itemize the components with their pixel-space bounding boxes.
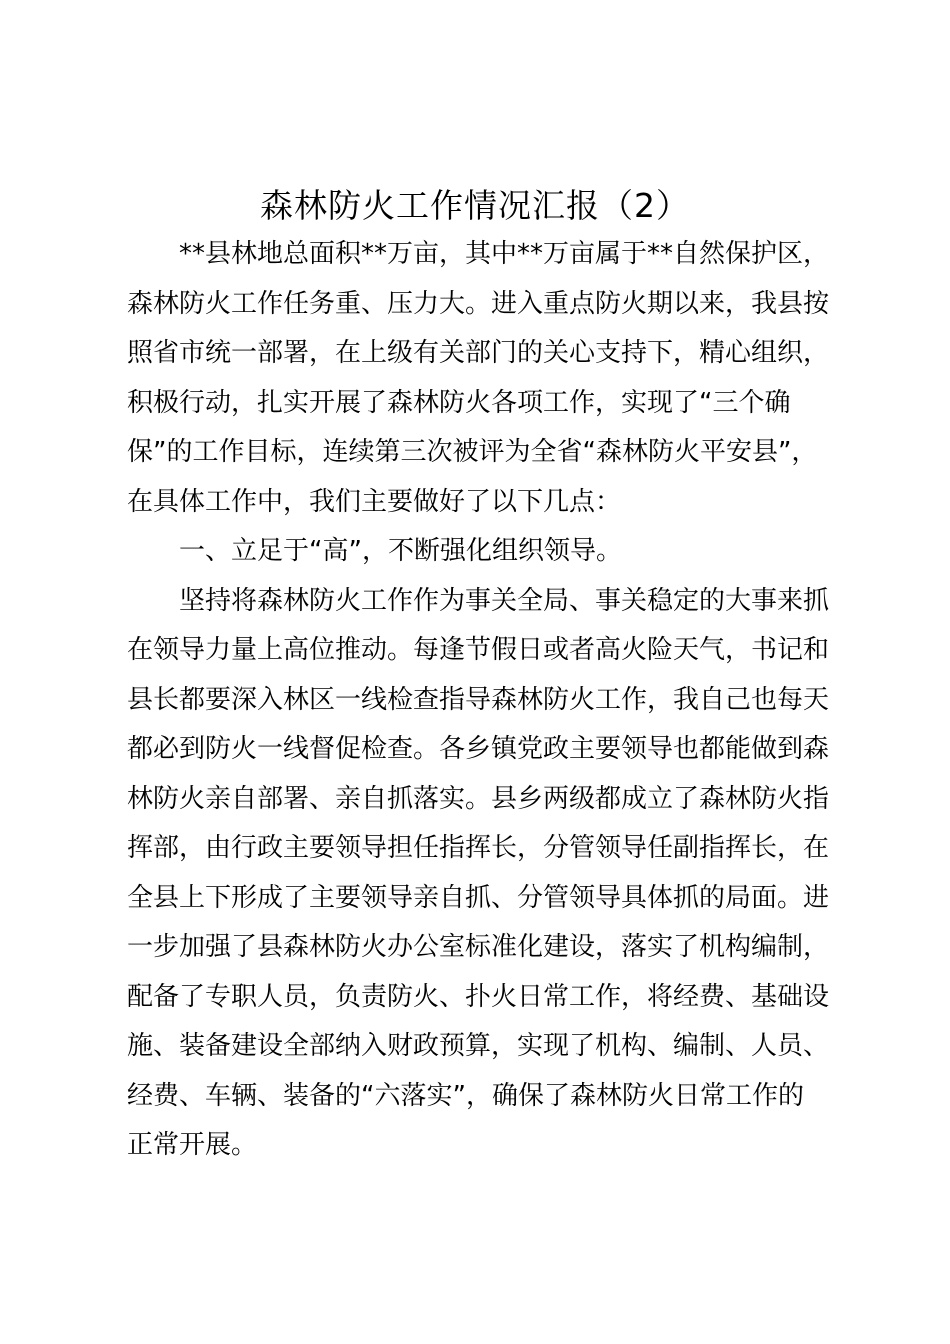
text-line: 积极行动，扎实开展了森林防火各项工作，实现了“三个确 <box>127 387 791 418</box>
text-line: 配备了专职人员，负责防火、扑火日常工作，将经费、基础设 <box>127 981 830 1012</box>
document-body <box>127 230 837 1171</box>
text-line: 正常开展。 <box>127 1130 258 1160</box>
document-title: 森林防火工作情况汇报（2） <box>260 186 690 225</box>
text-line: 一步加强了县森林防火办公室标准化建设，落实了机构编制， <box>127 932 830 962</box>
text-line: 县长都要深入林区一线检查指导森林防火工作，我自己也每天 <box>127 684 830 715</box>
text-line: 照省市统一部署，在上级有关部门的关心支持下，精心组织， <box>127 338 830 368</box>
text-line: **县林地总面积**万亩，其中**万亩属于**自然保护区， <box>179 239 830 269</box>
text-line: 在领导力量上高位推动。每逢节假日或者高火险天气，书记和 <box>127 635 830 665</box>
text-line: 林防火亲自部署、亲自抓落实。县乡两级都成立了森林防火指 <box>127 783 830 814</box>
text-line: 坚持将森林防火工作作为事关全局、事关稳定的大事来抓 <box>179 585 830 616</box>
text-line: 保”的工作目标，连续第三次被评为全省“森林防火平安县”， <box>127 437 818 467</box>
text-line: 一、立足于“高”，不断强化组织领导。 <box>179 536 622 566</box>
text-line: 挥部，由行政主要领导担任指挥长，分管领导任副指挥长，在 <box>127 833 830 863</box>
text-line: 全县上下形成了主要领导亲自抓、分管领导具体抓的局面。进 <box>127 882 830 913</box>
text-line: 森林防火工作任务重、压力大。进入重点防火期以来，我县按 <box>127 288 830 319</box>
text-line: 都必到防火一线督促检查。各乡镇党政主要领导也都能做到森 <box>127 734 830 764</box>
text-line: 在具体工作中，我们主要做好了以下几点： <box>127 486 622 517</box>
text-line: 经费、车辆、装备的“六落实”，确保了森林防火日常工作的 <box>127 1080 804 1111</box>
text-line: 施、装备建设全部纳入财政预算，实现了机构、编制、人员、 <box>127 1031 830 1061</box>
